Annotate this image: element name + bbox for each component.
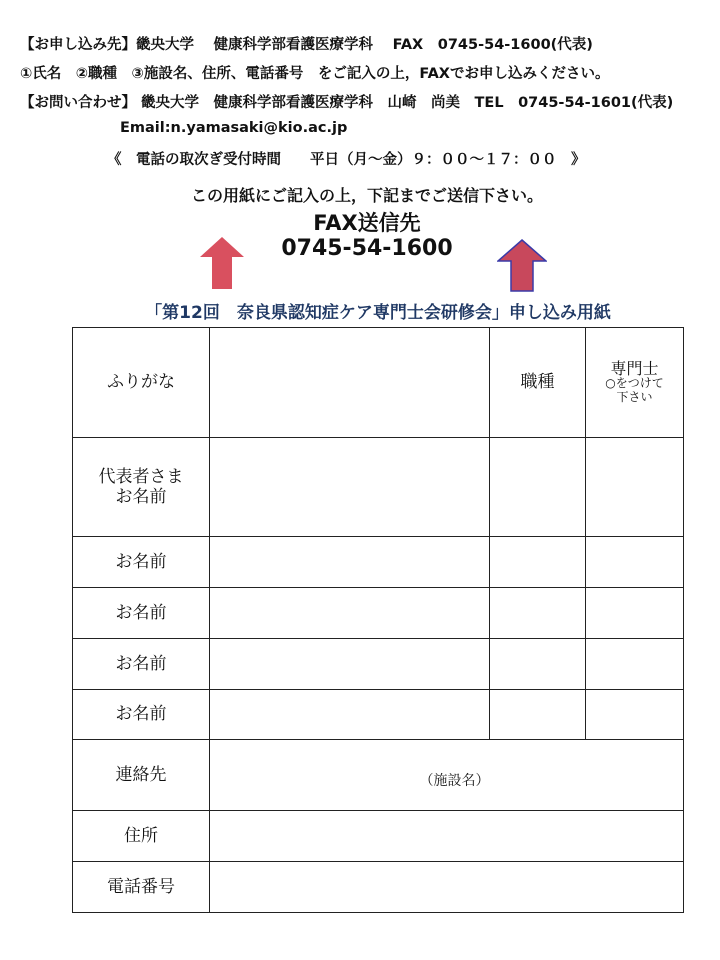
address-label: 住所 xyxy=(73,811,210,862)
specialist-note: 下さい xyxy=(616,390,653,405)
specialist-field[interactable] xyxy=(586,587,684,638)
fax-number: 0745-54-1600 xyxy=(281,236,453,261)
name-label: お名前 xyxy=(73,587,210,638)
occupation-field[interactable] xyxy=(490,638,586,689)
contact-label: 連絡先 xyxy=(73,740,210,811)
occupation-label: 職種 xyxy=(490,328,586,438)
occupation-field[interactable] xyxy=(490,587,586,638)
form-title: 「第12回 奈良県認知症ケア専門士会研修会」申し込み用紙 xyxy=(145,303,611,323)
inquiry-line: 【お問い合わせ】 畿央大学 健康科学部看護医療学科 山崎 尚美 TEL 0745-54-1601(代表) xyxy=(20,95,674,111)
phone-hours-line: 《 電話の取次ぎ受付時間 平日（月～金）９：００～１７：００ 》 xyxy=(107,152,586,168)
name-field[interactable] xyxy=(210,638,490,689)
table-row xyxy=(73,811,684,862)
table-row xyxy=(73,740,684,811)
table-row xyxy=(73,537,684,588)
up-arrow-icon xyxy=(199,236,245,290)
specialist-label: 専門士 xyxy=(610,358,659,378)
contact-field[interactable] xyxy=(210,740,684,811)
specialist-field[interactable] xyxy=(586,537,684,588)
name-field[interactable] xyxy=(210,689,490,740)
name-field[interactable] xyxy=(210,587,490,638)
table-row xyxy=(73,587,684,638)
facility-name-hint: （施設名） xyxy=(419,772,490,789)
table-row xyxy=(73,328,684,438)
application-instruction-line: ①氏名 ②職種 ③施設名、住所、電話番号 をご記入の上，FAXでお申し込みください。 xyxy=(20,66,610,82)
name-field[interactable] xyxy=(210,537,490,588)
table-row xyxy=(73,689,684,740)
application-address-line: 【お申し込み先】畿央大学 健康科学部看護医療学科 FAX 0745-54-1600(代表) xyxy=(20,37,593,53)
up-arrow-icon xyxy=(497,239,547,292)
table-row xyxy=(73,862,684,913)
table-row xyxy=(73,638,684,689)
specialist-header xyxy=(586,328,684,438)
phone-label: 電話番号 xyxy=(73,862,210,913)
name-field[interactable] xyxy=(210,437,490,536)
furigana-label: ふりがな xyxy=(73,328,210,438)
email-line: Email:n.yamasaki@kio.ac.jp xyxy=(120,120,348,136)
representative-label: 代表者さま xyxy=(98,466,184,487)
representative-name-label xyxy=(73,437,210,536)
phone-field[interactable] xyxy=(210,862,684,913)
name-label: お名前 xyxy=(73,638,210,689)
name-label: お名前 xyxy=(73,537,210,588)
name-label: お名前 xyxy=(115,486,167,507)
furigana-field[interactable] xyxy=(210,328,490,438)
occupation-field[interactable] xyxy=(490,437,586,536)
table-row xyxy=(73,437,684,536)
name-label: お名前 xyxy=(73,689,210,740)
specialist-field[interactable] xyxy=(586,638,684,689)
fax-heading: FAX送信先 xyxy=(313,211,421,235)
specialist-field[interactable] xyxy=(586,437,684,536)
address-field[interactable] xyxy=(210,811,684,862)
specialist-field[interactable] xyxy=(586,689,684,740)
specialist-note: ○をつけて xyxy=(605,376,664,391)
application-form-table xyxy=(72,327,684,913)
occupation-field[interactable] xyxy=(490,537,586,588)
fax-instruction: この用紙にご記入の上，下記までご送信下さい。 xyxy=(190,186,543,205)
occupation-field[interactable] xyxy=(490,689,586,740)
